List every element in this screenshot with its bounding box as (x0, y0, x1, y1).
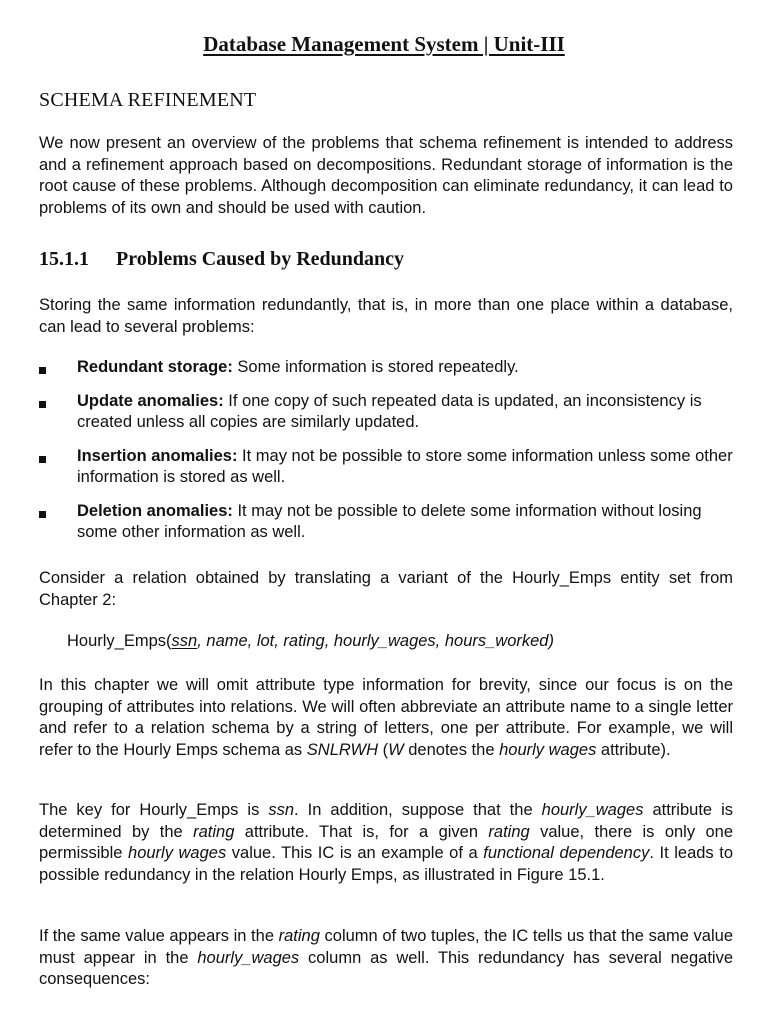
text-run: If the same value appears in the (39, 927, 279, 945)
text-run: value. This IC is an example of a (226, 844, 484, 862)
bullet-square-icon (39, 511, 46, 518)
list-item (39, 391, 733, 434)
text-run: ( (378, 740, 389, 759)
bullet-term: Deletion anomalies: (77, 501, 233, 520)
schema-key-attribute: ssn (171, 632, 198, 650)
subsection-heading (39, 248, 404, 271)
page-title: Database Management System | Unit-III (203, 32, 565, 56)
bullet-square-icon (39, 456, 46, 463)
section-heading: SCHEMA REFINEMENT (39, 89, 257, 111)
text-run: value, there is only one permissible (39, 822, 734, 862)
bullet-square-icon (39, 367, 46, 374)
text-run: . It leads to possible redundancy in the relation Hourly Emps, as illustrated in Figure 15.1. (39, 844, 733, 884)
bullet-text: It may not be possible to store some information unless some other information is stored as well. (77, 446, 733, 486)
attribute-name: rating (193, 822, 235, 841)
attribute-name: ssn (268, 801, 295, 819)
list-item (39, 446, 733, 489)
text-run: attribute. That is, for a given (234, 822, 489, 841)
bullet-text: If one copy of such repeated data is updated, an inconsistency is created unless all copies are similarly updated. (77, 391, 702, 431)
bullet-term: Redundant storage: (77, 358, 233, 376)
key-paragraph (39, 800, 733, 886)
bullet-text: It may not be possible to delete some information without losing some other information as well. (77, 501, 702, 541)
problems-intro-paragraph: Storing the same information redundantly, that is, in more than one place within a database, can lead to several problems: (39, 296, 733, 336)
text-run: attribute). (596, 740, 671, 759)
attribute-name: hourly_wages (541, 801, 644, 819)
same-value-paragraph (39, 926, 733, 991)
attribute-name: rating (488, 822, 530, 841)
attribute-letter: W (388, 740, 404, 759)
attribute-name: hourly wages (128, 844, 227, 862)
text-run: denotes the (403, 740, 500, 759)
schema-relation-name: Hourly_Emps( (67, 632, 172, 650)
text-run: column of two tuples, the IC tells us that the same value must appear in the (39, 927, 733, 967)
attribute-name: rating (278, 927, 320, 945)
bullet-square-icon (39, 401, 46, 408)
relation-schema (67, 631, 554, 653)
text-run: . In addition, suppose that the (294, 801, 542, 819)
list-item (39, 501, 733, 544)
problems-list (39, 357, 733, 556)
bullet-term: Insertion anomalies: (77, 446, 238, 465)
text-run: The key for Hourly_Emps is (39, 801, 269, 819)
schema-attributes: , name, lot, rating, hourly_wages, hours_worked) (197, 632, 554, 650)
subsection-number: 15.1.1 (39, 248, 89, 270)
subsection-title: Problems Caused by Redundancy (116, 248, 405, 270)
intro-paragraph: We now present an overview of the problems that schema refinement is intended to address and a refinement approach based on decompositions. Redundant storage of information is the root cause of these problems. Although decomposition can eliminate redundancy, it can lead to problems of its own and should be used with caution. (39, 134, 733, 217)
bullet-text: Some information is stored repeatedly. (232, 358, 519, 376)
list-item (39, 357, 733, 379)
text-run: column as well. This redundancy has several negative consequences: (39, 948, 734, 988)
attribute-name: hourly_wages (197, 948, 300, 967)
attribute-name: hourly wages (499, 740, 597, 759)
omit-paragraph (39, 675, 733, 761)
schema-abbreviation: SNLRWH (306, 740, 378, 759)
consider-paragraph: Consider a relation obtained by translating a variant of the Hourly_Emps entity set from Chapter 2: (39, 569, 733, 609)
bullet-term: Update anomalies: (77, 391, 224, 410)
term-functional-dependency: functional dependency (483, 844, 650, 862)
text-run: In this chapter we will omit attribute type information for brevity, since our focus is on the grouping of attributes into relations. We will often abbreviate an attribute name to a single letter and refer to a relation schema by a string of letters, one per attribute. For example, we will refer to the Hourly Emps schema as (39, 676, 733, 759)
text-run: attribute is determined by the (39, 801, 733, 841)
